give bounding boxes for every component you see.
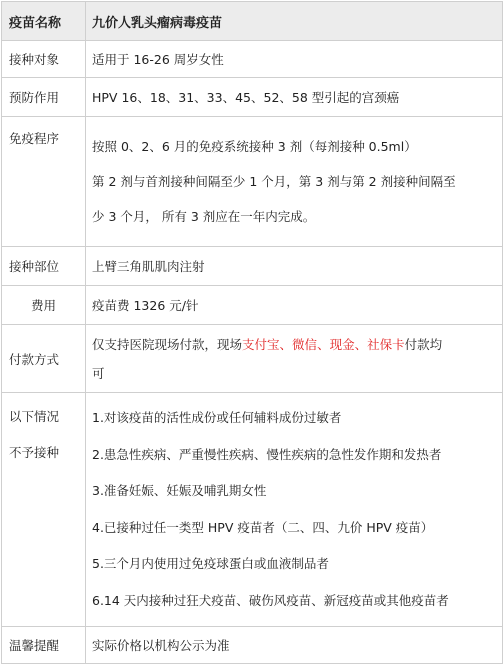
payment-line-2: 可 [92,365,105,381]
exclusion-item: 6.14 天内接种过狂犬疫苗、破伤风疫苗、新冠疫苗或其他疫苗者 [92,592,449,608]
row-exclusions [2,393,503,627]
vaccine-name-label: 疫苗名称 [2,2,86,41]
row-procedure [2,117,503,247]
payment-suffix: 付款均 [404,336,443,352]
target-value: 适用于 16-26 周岁女性 [86,41,503,78]
tip-label: 温馨提醒 [2,627,86,664]
fee-label: 费用 [2,286,86,325]
payment-separator: 、 [317,336,330,352]
prevention-value: HPV 16、18、31、33、45、52、58 型引起的宫颈癌 [86,78,503,117]
row-prevention [2,78,503,117]
exclusions-list [86,393,503,627]
site-label: 接种部位 [2,247,86,286]
payment-method-wechat: 微信 [292,336,318,352]
exclusion-item: 1.对该疫苗的活性成份或任何辅料成份过敏者 [92,410,342,425]
procedure-value [86,117,503,247]
vaccine-info-table [1,1,503,664]
fee-value: 疫苗费 1326 元/针 [86,286,503,325]
site-value: 上臂三角肌肌肉注射 [86,247,503,286]
exclusion-item: 3.准备妊娠、妊娠及哺乳期女性 [92,483,267,498]
payment-label: 付款方式 [2,325,86,393]
payment-method-alipay: 支付宝 [242,336,280,352]
procedure-line: 第 2 剂与首剂接种间隔至少 1 个月，第 3 剂与第 2 剂接种间隔至 [92,174,456,189]
payment-value [86,325,503,393]
row-tip [2,627,503,664]
payment-prefix: 仅支持医院现场付款，现场 [92,336,243,352]
target-label: 接种对象 [2,41,86,78]
procedure-label: 免疫程序 [2,117,86,247]
procedure-line: 按照 0、2、6 月的免疫系统接种 3 剂（每剂接种 0.5ml） [92,139,417,154]
payment-method-social-card: 社保卡 [367,336,405,352]
exclusions-label-line-2: 不予接种 [9,445,60,460]
row-target [2,41,503,78]
vaccine-name-value: 九价人乳头瘤病毒疫苗 [86,2,503,41]
exclusions-label [2,393,86,627]
procedure-line: 少 3 个月， 所有 3 剂应在一年内完成。 [92,209,316,224]
tip-value: 实际价格以机构公示为准 [86,627,503,664]
exclusions-label-line-1: 以下情况 [9,409,60,424]
row-payment [2,325,503,393]
row-fee [2,286,503,325]
payment-separator: 、 [354,336,368,352]
payment-line-1 [92,330,502,359]
row-vaccine-name [2,2,503,41]
row-injection-site [2,247,503,286]
exclusion-item: 4.已接种过任一类型 HPV 疫苗者（二、四、九价 HPV 疫苗） [92,519,434,535]
exclusion-item: 2.患急性疾病、严重慢性疾病、慢性疾病的急性发作期和发热者 [92,446,442,462]
exclusion-item: 5.三个月内使用过免疫球蛋白或血液制品者 [92,556,329,571]
payment-separator: 、 [279,336,293,352]
prevention-label: 预防作用 [2,78,86,117]
payment-method-cash: 现金 [329,336,355,352]
